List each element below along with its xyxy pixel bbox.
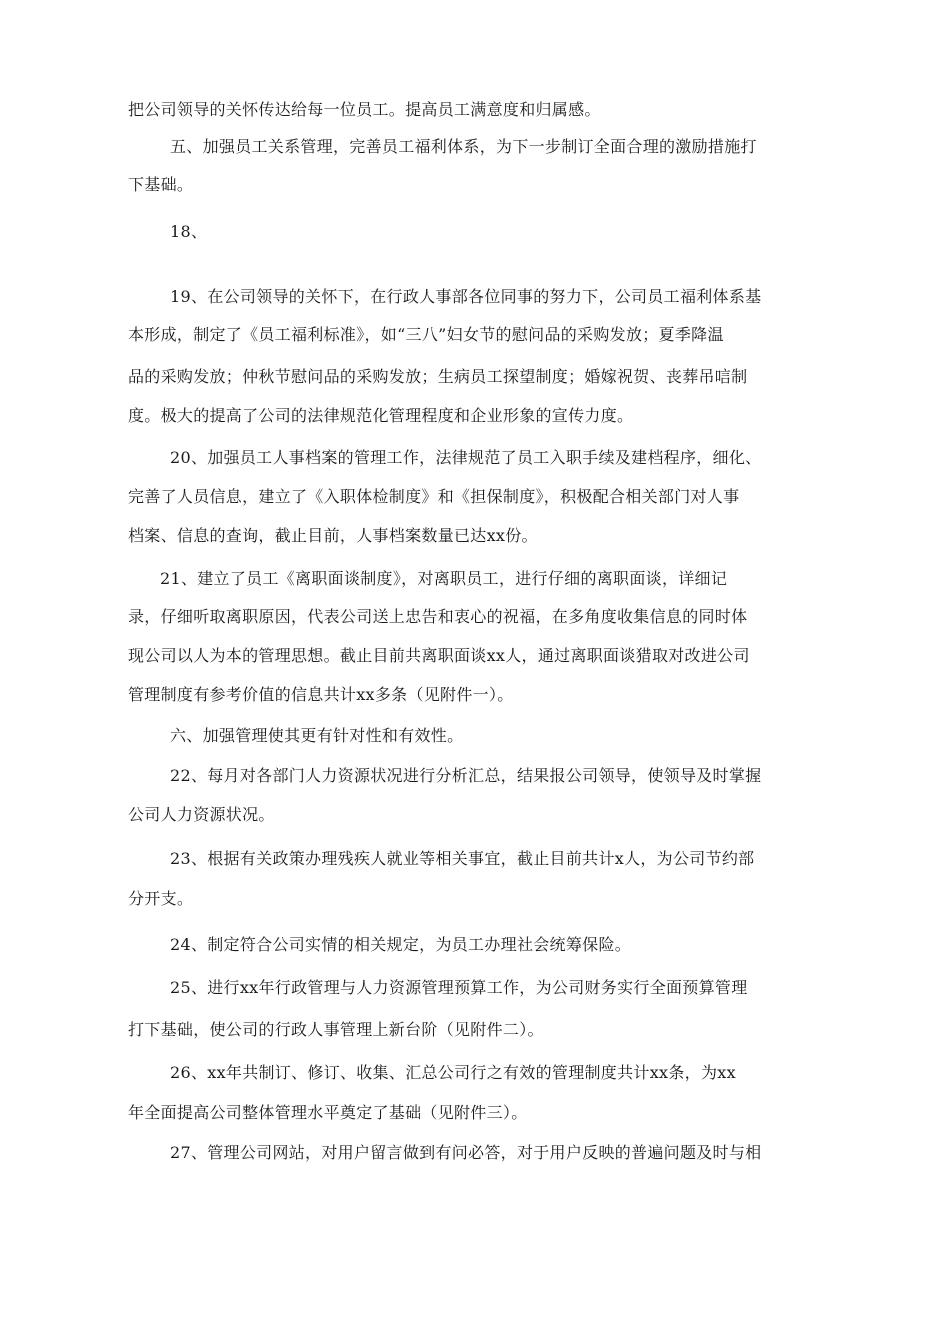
text-line: 完善了人员信息，建立了《入职体检制度》和《担保制度》，积极配合相关部门对人事: [128, 487, 740, 506]
list-item: 21、建立了员工《离职面谈制度》，对离职员工，进行仔细的离职面谈，详细记: [160, 569, 728, 588]
text-line: 度。极大的提高了公司的法律规范化管理程度和企业形象的宣传力度。: [128, 406, 634, 425]
text-line: 打下基础，使公司的行政人事管理上新台阶（见附件二）。: [128, 1020, 544, 1039]
text-line: 录，仔细听取离职原因，代表公司送上忠告和衷心的祝福，在多角度收集信息的同时体: [128, 607, 748, 626]
list-item: 25、进行xx年行政管理与人力资源管理预算工作，为公司财务实行全面预算管理: [170, 978, 748, 997]
section-heading: 六、加强管理使其更有针对性和有效性。: [170, 726, 464, 745]
list-item: 27、管理公司网站，对用户留言做到有问必答，对于用户反映的普遍问题及时与相: [170, 1143, 762, 1162]
text-line: 把公司领导的关怀传达给每一位员工。提高员工满意度和归属感。: [128, 100, 601, 119]
text-line: 公司人力资源状况。: [128, 805, 275, 824]
list-item: 19、在公司领导的关怀下，在行政人事部各位同事的努力下，公司员工福利体系基: [170, 287, 762, 306]
text-line: 本形成，制定了《员工福利标准》，如“三八”妇女节的慰问品的采购发放；夏季降温: [128, 325, 724, 344]
text-line: 现公司以人为本的管理思想。截止目前共离职面谈xx人，通过离职面谈猎取对改进公司: [128, 646, 750, 665]
text-line: 档案、信息的查询，截止目前，人事档案数量已达xx份。: [128, 526, 538, 545]
section-heading: 五、加强员工关系管理，完善员工福利体系，为下一步制订全面合理的激励措施打: [170, 137, 757, 156]
list-item: 24、制定符合公司实情的相关规定，为员工办理社会统筹保险。: [170, 935, 632, 954]
list-item: 23、根据有关政策办理残疾人就业等相关事宜，截止目前共计x人，为公司节约部: [170, 849, 755, 868]
list-item: 26、xx年共制订、修订、收集、汇总公司行之有效的管理制度共计xx条，为xx: [170, 1063, 736, 1082]
list-item-number: 18、: [170, 222, 208, 241]
list-item: 20、加强员工人事档案的管理工作，法律规范了员工入职手续及建档程序，细化、: [170, 448, 762, 467]
text-line: 品的采购发放；仲秋节慰问品的采购发放；生病员工探望制度；婚嫁祝贺、丧葬吊唁制: [128, 367, 748, 386]
text-line: 分开支。: [128, 889, 194, 908]
text-line: 管理制度有参考价值的信息共计xx多条（见附件一）。: [128, 685, 514, 704]
text-line: 下基础。: [128, 175, 194, 194]
text-line: 年全面提高公司整体管理水平奠定了基础（见附件三）。: [128, 1103, 528, 1122]
list-item: 22、每月对各部门人力资源状况进行分析汇总，结果报公司领导，使领导及时掌握: [170, 766, 762, 785]
